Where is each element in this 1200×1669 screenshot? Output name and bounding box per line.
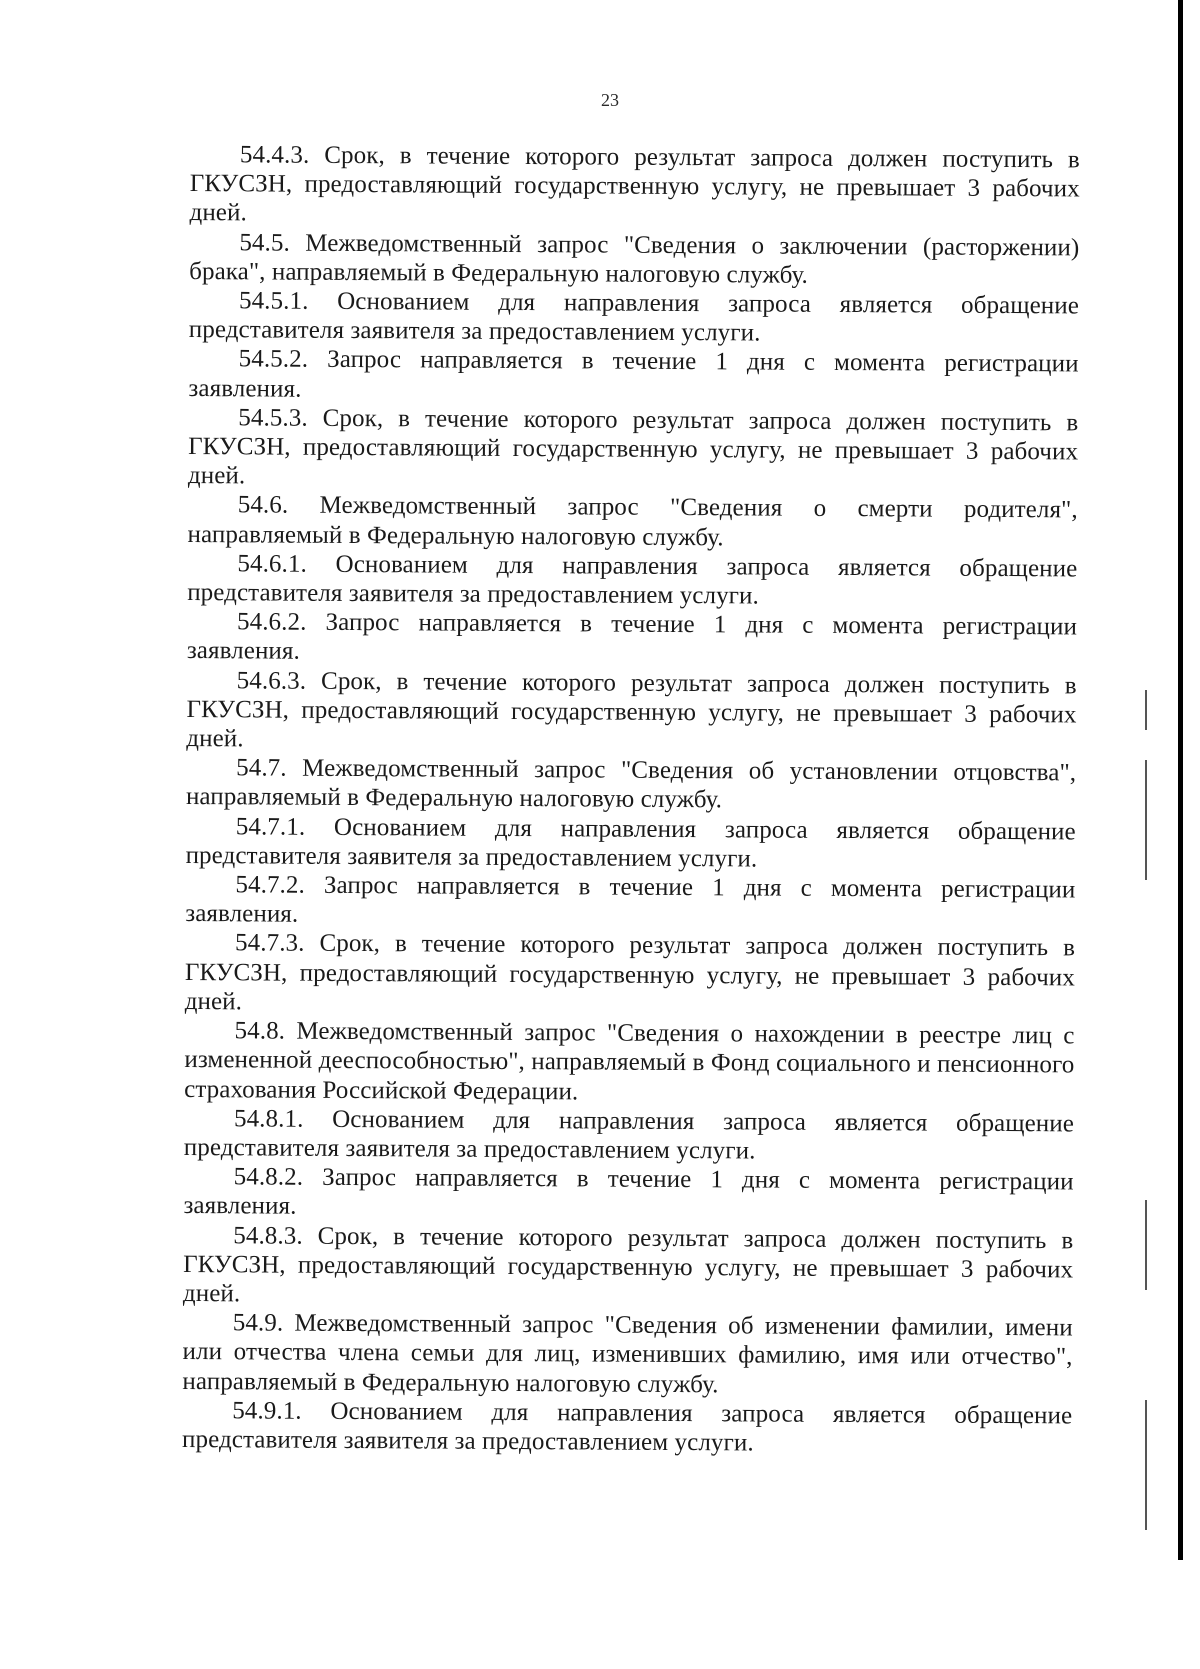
- paragraph-54-5: 54.5. Межведомственный запрос "Сведения о заключении (расторжении) брака", направляемый в Федеральную налоговую службу.: [189, 228, 1080, 289]
- paragraph-54-5-2: 54.5.2. Запрос направляется в течение 1 дня с момента регистрации заявления.: [188, 345, 1079, 403]
- page-number: 23: [601, 90, 619, 110]
- paragraph-54-5-1: 54.5.1. Основанием для направления запроса является обращение представителя заявителя за предоставлением услуги.: [188, 287, 1080, 347]
- paragraph-54-8-2: 54.8.2. Запрос направляется в течение 1 дня с момента регистрации заявления.: [183, 1163, 1074, 1220]
- paragraph-54-5-3: 54.5.3. Срок, в течение которого результат запроса должен поступить в ГКУСЗН, предоставляющий государственную услугу, не превышает 3 рабочих дней.: [187, 404, 1079, 490]
- paragraph-54-8: 54.8. Межведомственный запрос "Сведения о нахождении в реестре лиц с измененной дееспособностью", направляемый в Фонд социального и пенсионного страхования Российской Федерации.: [184, 1017, 1075, 1105]
- paragraph-54-6-3: 54.6.3. Срок, в течение которого результат запроса должен поступить в ГКУСЗН, предоставляющий государственную услугу, не превышает 3 рабочих дней.: [186, 666, 1077, 753]
- paragraph-54-6-2: 54.6.2. Запрос направляется в течение 1 дня с момента регистрации заявления.: [186, 608, 1078, 666]
- scan-artifact: [1145, 1400, 1147, 1530]
- paragraph-54-7-3: 54.7.3. Срок, в течение которого результат запроса должен поступить в ГКУСЗН, предоставляющий государственную услугу, не превышает 3 рабочих дней.: [184, 929, 1076, 1016]
- paragraph-54-8-3: 54.8.3. Срок, в течение которого результат запроса должен поступить в ГКУСЗН, предоставляющий государственную услугу, не превышает 3 рабочих дней.: [182, 1221, 1074, 1308]
- document-body: [182, 140, 1080, 1460]
- paragraph-54-4-3: 54.4.3. Срок, в течение которого результат запроса должен поступить в ГКУСЗН, предоставляющий государственную услугу, не превышает 3 рабочих дней.: [189, 141, 1080, 227]
- scan-edge-line: [1178, 0, 1183, 1560]
- paragraph-54-6: 54.6. Межведомственный запрос "Сведения о смерти родителя", направляемый в Федеральную налоговую службу.: [187, 491, 1078, 551]
- paragraph-54-6-1: 54.6.1. Основанием для направления запроса является обращение представителя заявителя за предоставлением услуги.: [187, 550, 1078, 610]
- paragraph-54-7-1: 54.7.1. Основанием для направления запроса является обращение представителя заявителя за предоставлением услуги.: [185, 812, 1076, 873]
- paragraph-54-9: 54.9. Межведомственный запрос "Сведения об изменении фамилии, имени или отчества члена семьи для лиц, изменивших фамилию, имя или отчество", направляемый в Федеральную налоговую службу.: [182, 1309, 1073, 1398]
- paragraph-54-8-1: 54.8.1. Основанием для направления запроса является обращение представителя заявителя за предоставлением услуги.: [183, 1104, 1075, 1165]
- scan-artifact: [1145, 760, 1147, 880]
- paragraph-54-7-2: 54.7.2. Запрос направляется в течение 1 дня с момента регистрации заявления.: [185, 871, 1076, 928]
- paragraph-54-9-1: 54.9.1. Основанием для направления запроса является обращение представителя заявителя за предоставлением услуги.: [181, 1397, 1073, 1457]
- paragraph-54-7: 54.7. Межведомственный запрос "Сведения об установлении отцовства", направляемый в Федеральную налоговую службу.: [185, 754, 1077, 814]
- scan-artifact: [1145, 1200, 1147, 1290]
- scan-artifact: [1145, 690, 1147, 730]
